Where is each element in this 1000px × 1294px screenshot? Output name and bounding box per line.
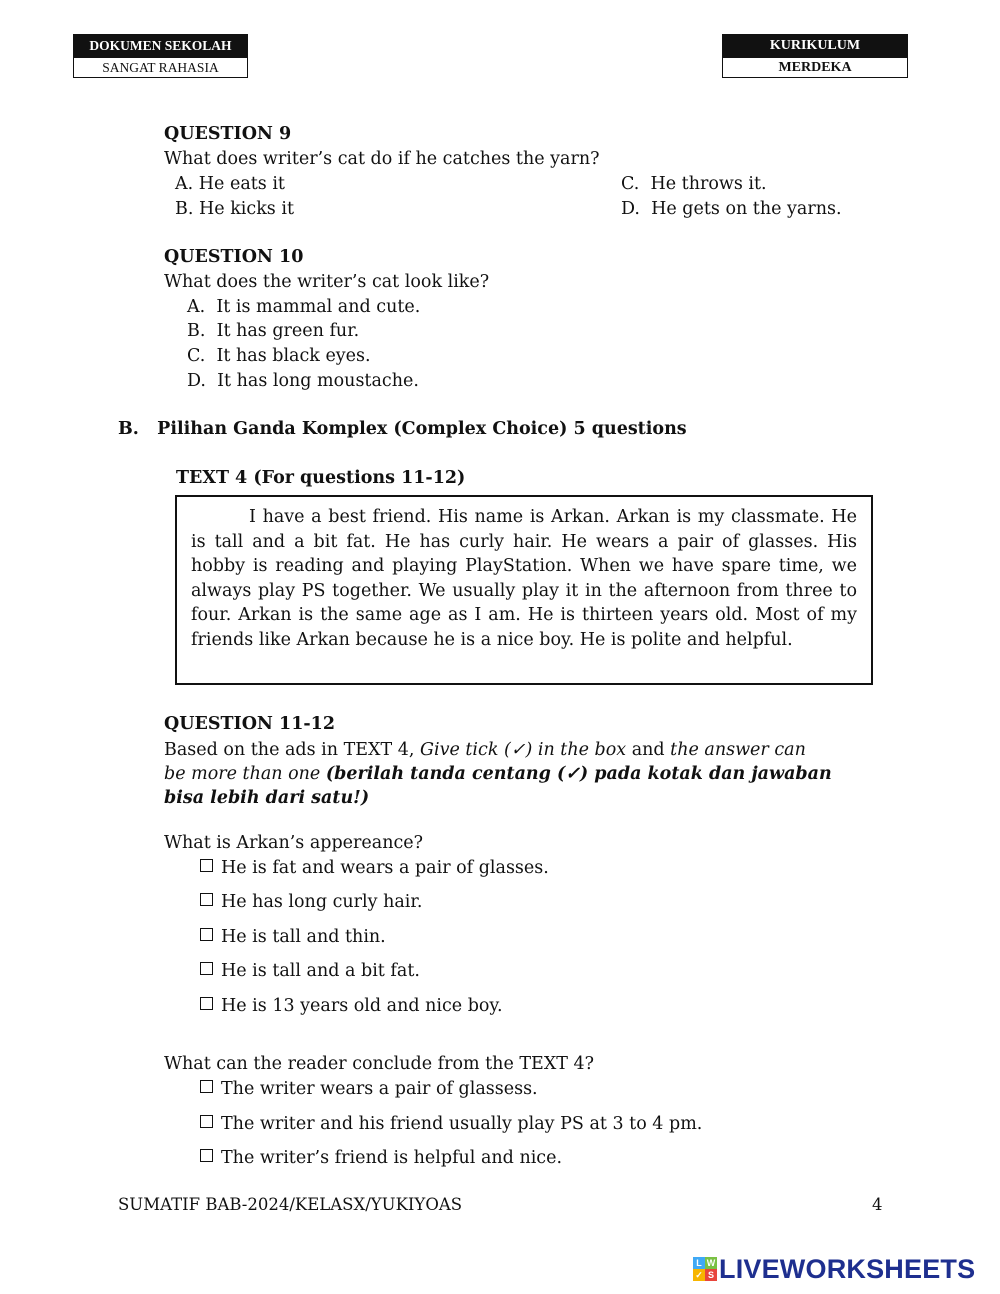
footer-page-number: 4 bbox=[872, 1195, 883, 1214]
option-text: He kicks it bbox=[199, 199, 294, 219]
instruction-bold-italic: (berilah tanda centang (✓) pada kotak dan jawaban bbox=[325, 764, 832, 784]
option-text: The writer’s friend is helpful and nice. bbox=[221, 1148, 563, 1168]
instruction-text: Based on the ads in TEXT 4, bbox=[164, 740, 420, 760]
footer-document-code: SUMATIF BAB-2024/KELASX/YUKIYOAS bbox=[118, 1195, 463, 1214]
option-text: The writer wears a pair of glassess. bbox=[221, 1079, 538, 1099]
question-11-prompt: What is Arkan’s appereance? bbox=[164, 833, 424, 853]
question-11-12-title: QUESTION 11-12 bbox=[164, 714, 335, 734]
option-text: It has black eyes. bbox=[216, 346, 371, 366]
text4-title: TEXT 4 (For questions 11-12) bbox=[176, 468, 466, 488]
checkbox[interactable] bbox=[200, 1080, 213, 1093]
option-letter: A. bbox=[187, 297, 206, 317]
option-text: It has green fur. bbox=[216, 321, 360, 341]
option-text: He is 13 years old and nice boy. bbox=[221, 996, 503, 1016]
option-text: He eats it bbox=[198, 174, 285, 194]
header-left-box bbox=[73, 34, 248, 78]
option-text: He gets on the yarns. bbox=[651, 199, 842, 219]
question-11-option-3[interactable] bbox=[200, 925, 386, 949]
question-12-option-1[interactable] bbox=[200, 1077, 538, 1101]
section-b-title: Pilihan Ganda Komplex (Complex Choice) 5 questions bbox=[157, 419, 687, 439]
question-12-prompt: What can the reader conclude from the TEXT 4? bbox=[164, 1054, 595, 1074]
question-11-12-instruction-line-2 bbox=[164, 762, 832, 786]
header-right-box bbox=[722, 34, 908, 78]
question-12-option-3[interactable] bbox=[200, 1146, 562, 1170]
checkbox[interactable] bbox=[200, 997, 213, 1010]
instruction-italic: be more than one bbox=[164, 764, 326, 784]
checkbox[interactable] bbox=[200, 893, 213, 906]
question-10-option-d[interactable] bbox=[187, 369, 419, 393]
option-letter: B. bbox=[187, 321, 206, 341]
option-text: The writer and his friend usually play PS at 3 to 4 pm. bbox=[221, 1114, 703, 1134]
checkbox[interactable] bbox=[200, 962, 213, 975]
option-text: It has long moustache. bbox=[217, 371, 419, 391]
section-b-heading bbox=[118, 417, 687, 441]
question-11-12-instruction-line-3: bisa lebih dari satu!) bbox=[164, 788, 370, 808]
logo-tile: S bbox=[705, 1269, 717, 1281]
liveworksheets-brand[interactable] bbox=[693, 1254, 975, 1284]
question-10-option-b[interactable] bbox=[187, 319, 359, 343]
question-9-option-c[interactable] bbox=[621, 172, 767, 196]
option-letter: D. bbox=[621, 199, 640, 219]
question-11-12-instruction-line-1 bbox=[164, 738, 806, 762]
option-text: He is tall and thin. bbox=[221, 927, 386, 947]
logo-tile: ✓ bbox=[693, 1269, 705, 1281]
checkbox[interactable] bbox=[200, 928, 213, 941]
question-9-title: QUESTION 9 bbox=[164, 124, 292, 144]
text4-passage-box bbox=[175, 495, 873, 685]
question-11-option-2[interactable] bbox=[200, 890, 422, 914]
question-11-option-4[interactable] bbox=[200, 959, 420, 983]
instruction-text: and bbox=[626, 740, 671, 760]
question-9-prompt: What does writer’s cat do if he catches the yarn? bbox=[164, 149, 600, 169]
option-letter: C. bbox=[621, 174, 640, 194]
option-letter: D. bbox=[187, 371, 206, 391]
logo-tile: W bbox=[706, 1258, 716, 1268]
section-b-letter: B. bbox=[118, 419, 139, 439]
question-11-option-5[interactable] bbox=[200, 994, 503, 1018]
option-letter: A. bbox=[175, 174, 194, 194]
option-text: He is tall and a bit fat. bbox=[221, 961, 420, 981]
option-text: He throws it. bbox=[650, 174, 767, 194]
logo-tile: L bbox=[693, 1257, 705, 1269]
question-10-option-a[interactable] bbox=[187, 295, 420, 319]
question-10-title: QUESTION 10 bbox=[164, 247, 304, 267]
header-left-bottom: SANGAT RAHASIA bbox=[74, 57, 247, 77]
question-10-prompt: What does the writer’s cat look like? bbox=[164, 272, 490, 292]
option-text: He is fat and wears a pair of glasses. bbox=[221, 858, 549, 878]
liveworksheets-wordmark: LIVEWORKSHEETS bbox=[719, 1253, 976, 1284]
checkbox[interactable] bbox=[200, 859, 213, 872]
checkbox[interactable] bbox=[200, 1149, 213, 1162]
header-right-bottom: MERDEKA bbox=[723, 57, 907, 77]
text4-passage: I have a best friend. His name is Arkan. Arkan is my classmate. He is tall and a bit fat. He has curly hair. He wears a pair of glasses. His hobby is reading and playing PlayStation. When we have spare time, we always play PS together. We usually play it in the afternoon from three to four. Arkan is the same age as I am. He is thirteen years old. Most of my friends like Arkan because he is a nice boy. He is polite and helpful. bbox=[191, 507, 857, 650]
option-text: It is mammal and cute. bbox=[216, 297, 421, 317]
option-letter: C. bbox=[187, 346, 206, 366]
question-9-option-b[interactable] bbox=[175, 197, 294, 221]
instruction-italic: the answer can bbox=[670, 740, 806, 760]
question-9-option-a[interactable] bbox=[175, 172, 285, 196]
instruction-italic: Give tick (✓) in the box bbox=[420, 740, 627, 760]
checkbox[interactable] bbox=[200, 1115, 213, 1128]
option-text: He has long curly hair. bbox=[221, 892, 423, 912]
question-12-option-2[interactable] bbox=[200, 1112, 702, 1136]
header-right-top: KURIKULUM bbox=[723, 35, 907, 57]
option-letter: B. bbox=[175, 199, 194, 219]
question-10-option-c[interactable] bbox=[187, 344, 371, 368]
header-left-top: DOKUMEN SEKOLAH bbox=[74, 35, 247, 57]
question-11-option-1[interactable] bbox=[200, 856, 549, 880]
liveworksheets-logo-icon bbox=[693, 1257, 717, 1281]
question-9-option-d[interactable] bbox=[621, 197, 842, 221]
